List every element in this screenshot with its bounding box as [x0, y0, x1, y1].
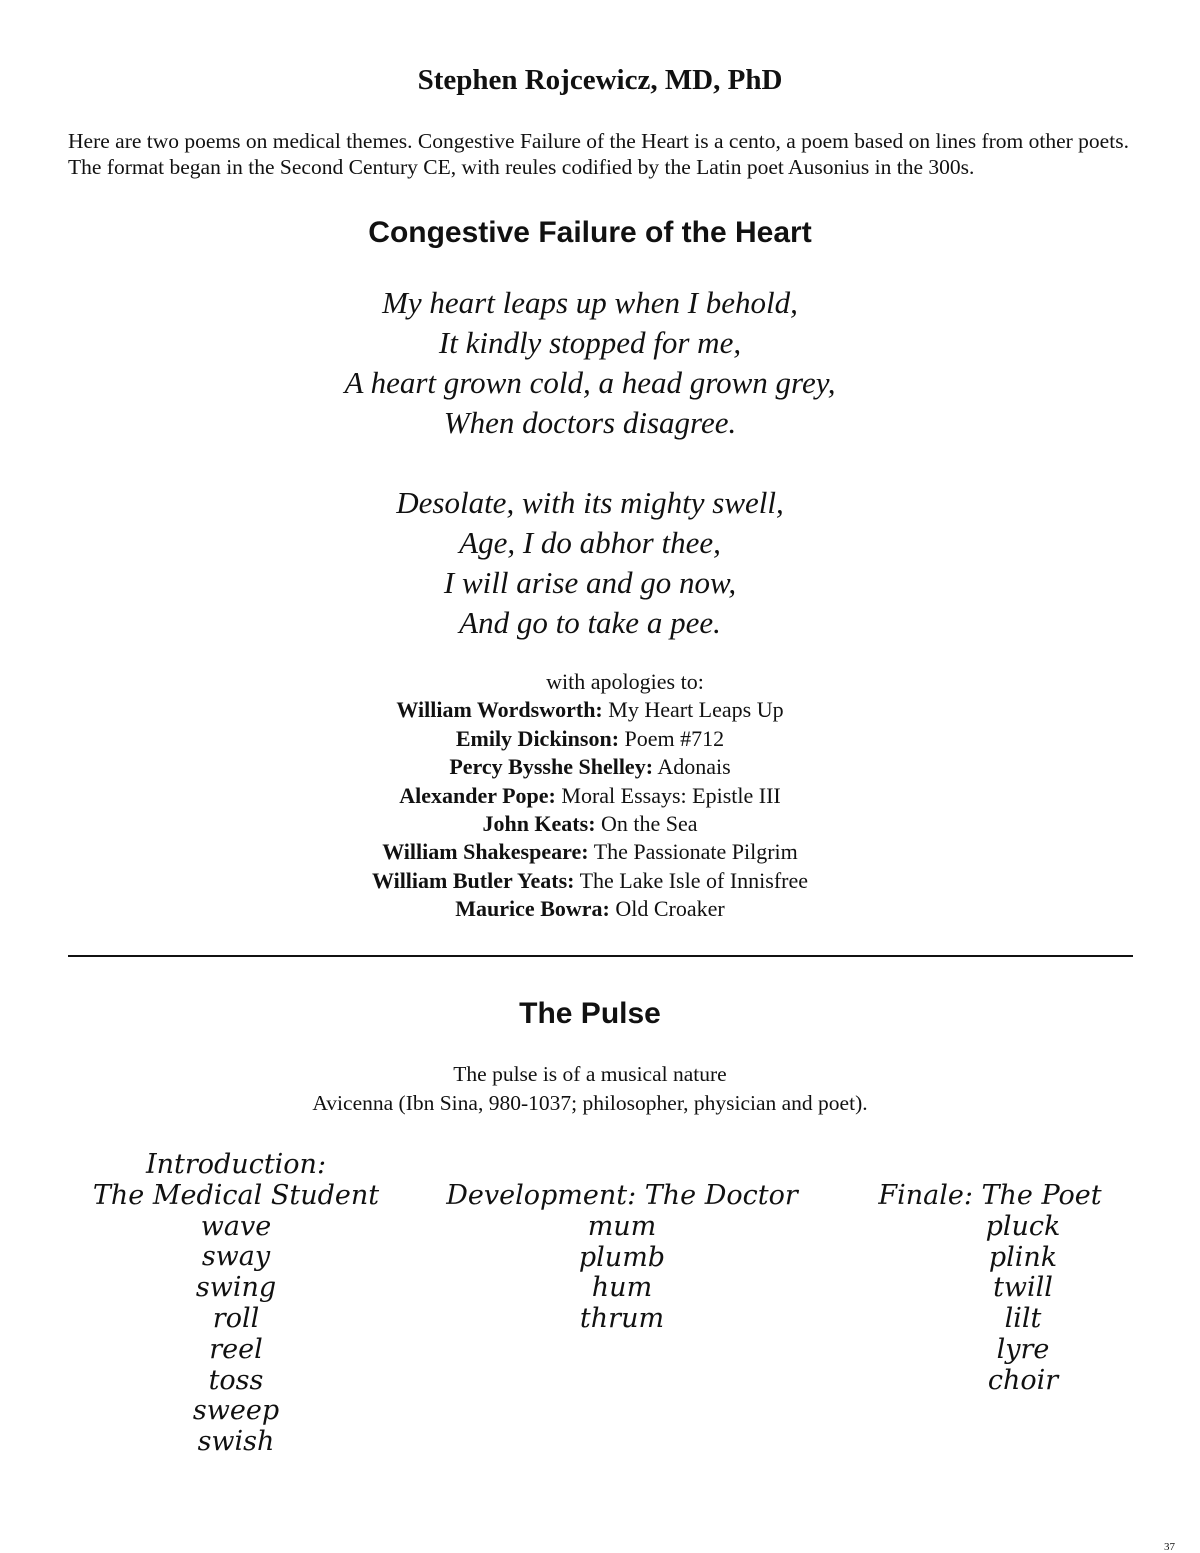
poem-line: Age, I do abhor thee,	[459, 525, 721, 560]
pulse-word: wave	[200, 1210, 272, 1242]
poem1-stanza-1	[0, 283, 1180, 443]
page-number: 37	[1164, 1541, 1175, 1553]
credit-line	[0, 725, 1180, 753]
credit-work: My Heart Leaps Up	[608, 697, 784, 723]
credit-poet: John Keats:	[482, 811, 596, 837]
pulse-word: reel	[209, 1333, 263, 1365]
poem-title-the-pulse: The Pulse	[519, 997, 661, 1030]
pulse-word: plink	[988, 1241, 1058, 1273]
epigraph	[0, 1060, 1180, 1118]
pulse-word: thrum	[579, 1303, 665, 1335]
poem1-stanza-2	[0, 483, 1180, 643]
pulse-word: roll	[212, 1302, 260, 1334]
credits-lead: with apologies to:	[546, 669, 704, 694]
credit-line	[0, 838, 1180, 866]
pulse-word: sway	[201, 1241, 271, 1273]
credit-poet: William Wordsworth:	[396, 697, 603, 723]
poem-line: Desolate, with its mighty swell,	[396, 485, 784, 520]
epigraph-attribution: Avicenna (Ibn Sina, 980-1037; philosopher, physician and poet).	[312, 1091, 868, 1115]
poem-line: I will arise and go now,	[443, 565, 737, 600]
credit-poet: William Shakespeare:	[382, 839, 589, 865]
pulse-column-introduction	[66, 1150, 406, 1458]
pulse-column-finale	[845, 1181, 1135, 1397]
pulse-word: lilt	[1004, 1303, 1042, 1335]
credits-list	[0, 668, 1180, 924]
pulse-word: lyre	[996, 1333, 1050, 1365]
credit-work: Moral Essays: Epistle III	[561, 782, 781, 808]
credit-work: Poem #712	[624, 725, 725, 751]
pulse-word: mum	[587, 1210, 657, 1242]
credit-work: The Lake Isle of Innisfree	[579, 867, 809, 893]
pulse-word: hum	[591, 1272, 653, 1304]
poem-line: It kindly stopped for me,	[438, 325, 742, 360]
credit-line	[0, 810, 1180, 838]
credit-poet: Emily Dickinson:	[455, 725, 620, 751]
credit-work: Adonais	[657, 754, 731, 780]
credit-line	[0, 895, 1180, 923]
credit-line	[0, 753, 1180, 781]
poem-line: A heart grown cold, a head grown grey,	[344, 365, 836, 400]
pulse-word: twill	[993, 1272, 1053, 1304]
poem-line: When doctors disagree.	[443, 405, 737, 440]
credit-line	[0, 696, 1180, 724]
credit-work: The Passionate Pilgrim	[593, 839, 798, 865]
poem-title-congestive-failure: Congestive Failure of the Heart	[368, 216, 812, 249]
section-divider	[68, 955, 1133, 957]
pulse-word: toss	[208, 1364, 264, 1396]
pulse-word: choir	[987, 1364, 1059, 1396]
credit-poet: Maurice Bowra:	[455, 896, 610, 922]
author-name: Stephen Rojcewicz, MD, PhD	[417, 64, 783, 96]
poem-line: And go to take a pee.	[459, 605, 721, 640]
credit-poet: Percy Bysshe Shelley:	[449, 754, 654, 780]
pulse-column-development	[422, 1181, 822, 1335]
column-heading: Introduction:	[145, 1149, 327, 1180]
pulse-word: swing	[195, 1272, 277, 1304]
column-heading: Finale: The Poet	[878, 1180, 1102, 1211]
epigraph-quote: The pulse is of a musical nature	[453, 1062, 727, 1086]
pulse-word: plumb	[578, 1241, 666, 1273]
poem-line: My heart leaps up when I behold,	[382, 285, 798, 320]
credit-line	[0, 782, 1180, 810]
pulse-word: swish	[197, 1426, 275, 1458]
credit-work: Old Croaker	[615, 896, 725, 922]
column-heading: The Medical Student	[92, 1179, 380, 1211]
credit-line	[0, 867, 1180, 895]
column-heading: Development: The Doctor	[446, 1180, 798, 1211]
credit-poet: William Butler Yeats:	[371, 867, 575, 893]
credit-poet: Alexander Pope:	[399, 782, 556, 808]
intro-paragraph: Here are two poems on medical themes. Congestive Failure of the Heart is a cento, a poem based on lines from other poets. The format began in the Second Century CE, with reules codified by the Latin poet Ausonius in the 300s.	[68, 129, 1129, 179]
credit-work: On the Sea	[601, 811, 698, 837]
pulse-word: pluck	[985, 1210, 1061, 1242]
pulse-word: sweep	[192, 1395, 280, 1427]
